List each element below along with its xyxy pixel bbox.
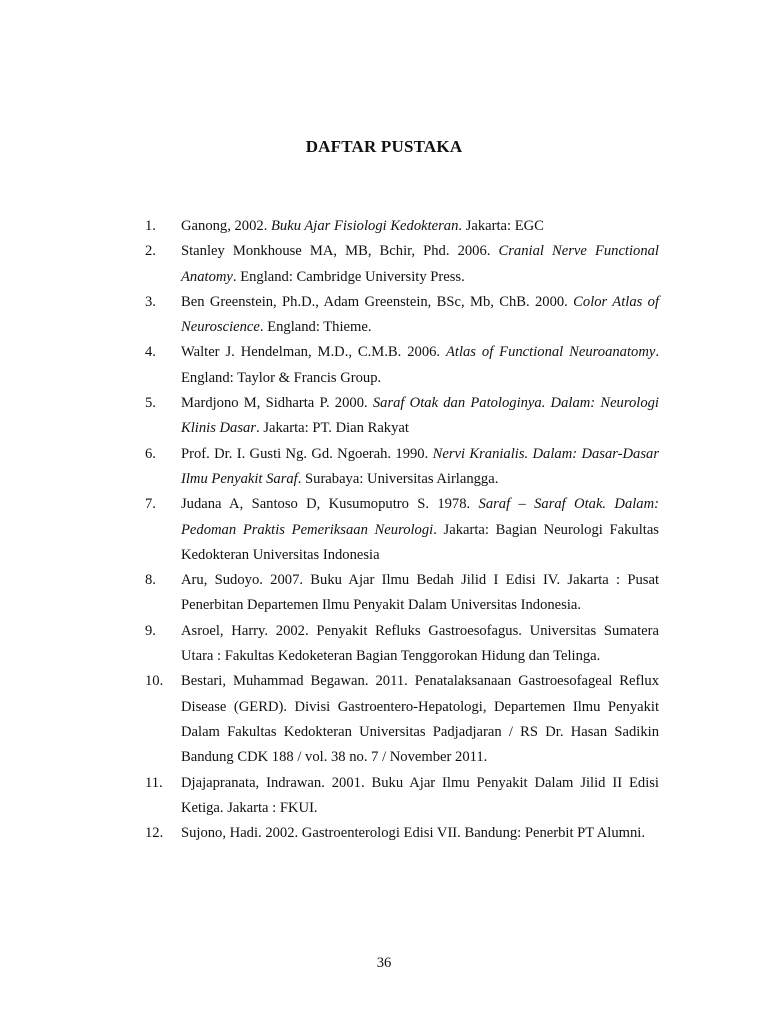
reference-text: Judana A, Santoso D, Kusumoputro S. 1978. Saraf – Saraf Otak. Dalam: Pedoman Praktis Pemeriksaan Neurologi. Jakarta: Bagian Neurologi Fakultas Kedokteran Universitas Indonesia [181,496,659,563]
reference-item [0,290,768,341]
reference-number: 10. [145,673,164,690]
reference-item [0,568,768,619]
reference-text: Djajapranata, Indrawan. 2001. Buku Ajar Ilmu Penyakit Dalam Jilid II Edisi Ketiga. Jakarta : FKUI. [181,774,659,816]
reference-number: 5. [145,395,156,412]
reference-number: 4. [145,344,156,361]
reference-item [0,619,768,670]
reference-number: 6. [145,445,156,462]
reference-text: Walter J. Hendelman, M.D., C.M.B. 2006. Atlas of Functional Neuroanatomy. England: Taylor & Francis Group. [181,344,659,386]
reference-item [0,492,768,568]
reference-number: 12. [145,825,164,842]
reference-text: Aru, Sudoyo. 2007. Buku Ajar Ilmu Bedah Jilid I Edisi IV. Jakarta : Pusat Penerbitan Departemen Ilmu Penyakit Dalam Universitas Indonesia. [181,572,659,614]
reference-text: Sujono, Hadi. 2002. Gastroenterologi Edisi VII. Bandung: Penerbit PT Alumni. [181,825,645,842]
reference-number: 1. [145,218,156,234]
reference-item [0,821,768,846]
reference-list [0,214,768,846]
reference-item [0,239,768,290]
reference-number: 11. [145,774,163,791]
reference-text: Bestari, Muhammad Begawan. 2011. Penatalaksanaan Gastroesofageal Reflux Disease (GERD). Divisi Gastroentero-Hepatologi, Departemen Ilmu Penyakit Dalam Fakultas Kedokteran Universitas Padjadjaran / RS Dr. Hasan Sadikin Bandung CDK 188 / vol. 38 no. 7 / November 2011. [181,673,659,766]
reference-item [0,669,768,770]
reference-text: Ben Greenstein, Ph.D., Adam Greenstein, BSc, Mb, ChB. 2000. Color Atlas of Neuroscience. England: Thieme. [181,293,659,336]
reference-item [0,442,768,493]
reference-text: Mardjono M, Sidharta P. 2000. Saraf Otak dan Patologinya. Dalam: Neurologi Klinis Dasar. Jakarta: PT. Dian Rakyat [181,395,659,437]
reference-text: Ganong, 2002. Buku Ajar Fisiologi Kedokteran. Jakarta: EGC [181,218,544,234]
reference-number: 7. [145,496,156,513]
page-title: DAFTAR PUSTAKA [305,137,463,156]
reference-text: Asroel, Harry. 2002. Penyakit Refluks Gastroesofagus. Universitas Sumatera Utara : Fakultas Kedoketeran Bagian Tenggorokan Hidung dan Telinga. [181,622,659,665]
reference-item [0,340,768,391]
reference-text: Stanley Monkhouse MA, MB, Bchir, Phd. 2006. Cranial Nerve Functional Anatomy. England: Cambridge University Press. [181,243,659,285]
reference-text: Prof. Dr. I. Gusti Ng. Gd. Ngoerah. 1990. Nervi Kranialis. Dalam: Dasar-Dasar Ilmu Penyakit Saraf. Surabaya: Universitas Airlangga. [181,445,659,487]
reference-item [0,771,768,822]
reference-item [0,214,768,239]
reference-number: 3. [145,293,156,310]
page-number: 36 [376,955,392,971]
reference-item [0,391,768,442]
reference-number: 9. [145,622,156,639]
reference-number: 8. [145,572,156,589]
reference-number: 2. [145,243,156,260]
